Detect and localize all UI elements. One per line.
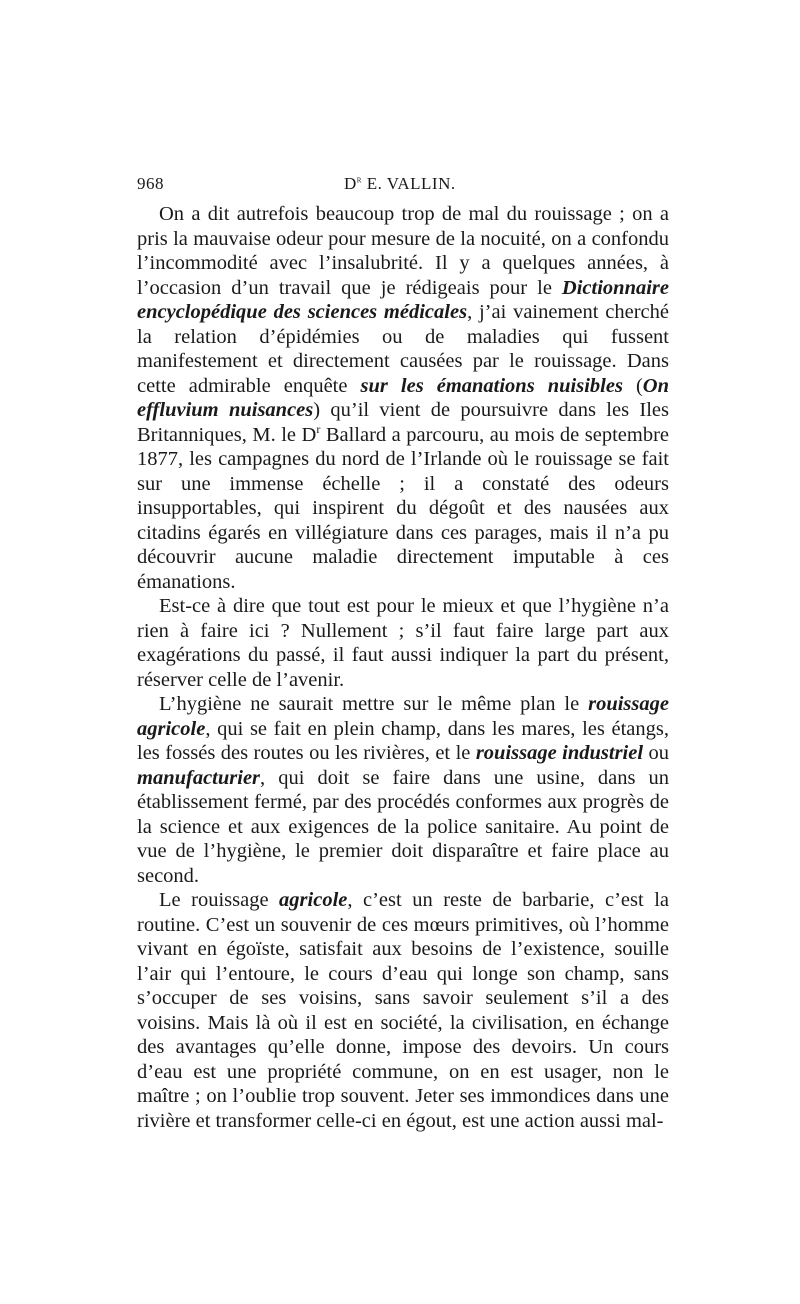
text-run: , j’ai vainement cherché la relation d’épidémies ou de maladies qui fussent manifestement et directement causées par le rouissage. Dans cette admirable enquête bbox=[137, 301, 669, 397]
text-run: Ballard a parcouru, au mois de septembre 1877, les campagnes du nord de l’Irlande où le rouissage se fait sur une immense échelle ; il a constaté des odeurs insupportables, qui inspirent du dégoût et des nausées aux citadins égarés en villégiature dans ces parages, mais il n’a pu découvrir aucune maladie directement imputable à ces émanations. bbox=[137, 423, 669, 593]
text-run: ( bbox=[622, 374, 643, 397]
paragraph-4 bbox=[137, 888, 669, 1133]
paragraph-1 bbox=[137, 202, 669, 594]
paragraph-3 bbox=[137, 692, 669, 888]
superscript: r bbox=[316, 421, 321, 436]
text-run: , qui doit se faire dans une usine, dans un établissement fermé, par des procédés conformes aux progrès de la science et aux exigences de la police sanitaire. Au point de vue de l’hygiène, le premier doit disparaître et faire place au second. bbox=[137, 766, 669, 887]
author-sup: r bbox=[356, 174, 362, 186]
italic-phrase: sur les émanations nuisibles bbox=[360, 374, 623, 397]
text-run: , c’est un reste de barbarie, c’est la routine. C’est un souvenir de ces mœurs primitives, où l’homme vivant en égoïste, satisfait aux besoins de l’existence, souille l’air qui l’entoure, le cours d’eau qui longe son champ, sans s’occuper de ses voisins, sans savoir seulement s’il a des voisins. Mais là où il est en société, la civilisation, en échange des avantages qu’elle donne, impose des devoirs. Un cours d’eau est une propriété commune, on en est usager, non le maître ; on l’oublie trop souvent. Jeter ses immondices dans une rivière et transformer celle-ci en égout, est une action aussi mal- bbox=[137, 889, 669, 1132]
italic-phrase: agricole bbox=[279, 889, 348, 911]
italic-phrase: rouissage agricole bbox=[137, 693, 669, 740]
page-header bbox=[137, 174, 669, 198]
text-run: Est-ce à dire que tout est pour le mieux et que l’hygiène n’a rien à faire ici ? Nullement ; s’il faut faire large part aux exagérations du passé, il faut aussi indiquer la part du présent, réserver celle de l’avenir. bbox=[137, 595, 669, 691]
author-name: E. VALLIN. bbox=[361, 174, 456, 193]
italic-title: Dictionnaire encyclopédique des sciences médicales bbox=[137, 276, 669, 323]
italic-phrase: manufacturier bbox=[137, 766, 261, 789]
running-head bbox=[344, 174, 456, 194]
text-run: Le rouissage bbox=[159, 889, 280, 911]
author-prefix: D bbox=[344, 174, 357, 193]
italic-phrase: On effluvium nuisances bbox=[137, 374, 670, 421]
page-number: 968 bbox=[137, 174, 164, 193]
italic-phrase: rouissage industriel bbox=[475, 742, 644, 764]
text-run: , qui se fait en plein champ, dans les mares, les étangs, les fossés des routes ou les rivières, et le bbox=[137, 717, 669, 764]
text-run: ) qu’il vient de poursuivre dans les Iles Britanniques, M. le D bbox=[137, 399, 669, 446]
text-run: On a dit autrefois beaucoup trop de mal du rouissage ; on a pris la mauvaise odeur pour mesure de la nocuité, on a confondu l’incommodité avec l’insalubrité. Il y a quelques années, à l’occasion d’un travail que je rédigeais pour le bbox=[137, 203, 669, 299]
paragraph-2 bbox=[137, 594, 669, 692]
text-run: L’hygiène ne saurait mettre sur le même plan le bbox=[159, 693, 589, 715]
text-run: ou bbox=[643, 742, 669, 764]
body-text bbox=[137, 202, 669, 1133]
